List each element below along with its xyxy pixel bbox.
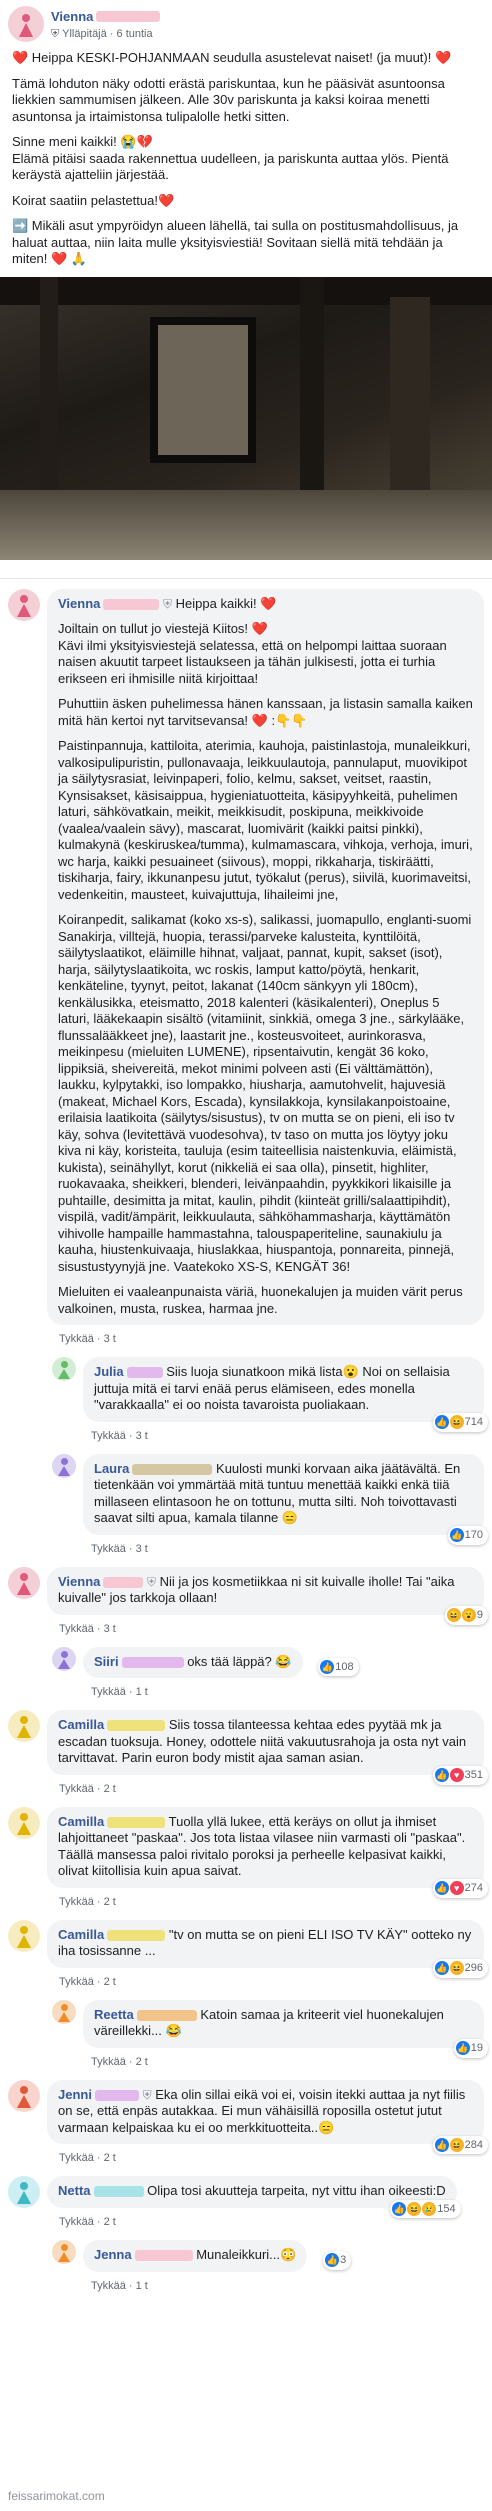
comment-bubble — [83, 2000, 484, 2054]
comment-author[interactable]: Laura — [94, 1460, 130, 1476]
comment-author[interactable]: Vienna — [58, 1573, 101, 1589]
comment-bubble — [83, 1357, 484, 1428]
comment-reply — [52, 2000, 484, 2054]
reaction-summary[interactable] — [390, 2200, 460, 2219]
comment-text: Mieluiten ei vaaleanpunaista väriä, huonekalujen ja muiden värit perus valkoinen, musta, ruskea, harmaa jne. — [58, 1284, 463, 1316]
reaction-count: 351 — [464, 1769, 483, 1781]
comment-bubble — [47, 2080, 484, 2151]
reaction-count: 154 — [437, 2202, 456, 2215]
comment-actions[interactable]: Tykkää · 2 t — [59, 2152, 116, 2164]
comment-bubble — [83, 1454, 484, 1541]
reaction-count: 284 — [464, 2138, 483, 2151]
comment-actions[interactable]: Tykkää · 1 t — [91, 1686, 148, 1698]
comment-actions[interactable]: Tykkää · 1 t — [91, 2279, 148, 2292]
reaction-count: 108 — [335, 1660, 354, 1673]
post-paragraph: Sinne meni kaikki! 😭💔 Elämä pitäisi saada rakennettua uudelleen, ja pariskunta auttaa ylös. Pientä keräystä ajatteliin järjestää. — [12, 134, 449, 182]
comment-bubble — [83, 1647, 354, 1679]
comment-bubble — [47, 1920, 484, 1974]
comment-author[interactable]: Jenni — [58, 2086, 92, 2102]
avatar[interactable] — [52, 1454, 76, 1478]
post-paragraph: Koirat saatiin pelastettua!❤️ — [12, 192, 175, 208]
comments-section — [0, 579, 492, 2292]
post-role: Ylläpitäjä — [62, 27, 107, 40]
admin-shield-icon: ⛨ — [163, 596, 173, 611]
love-icon: ♥ — [450, 1768, 464, 1782]
reaction-count: 714 — [464, 1416, 483, 1428]
comment-author[interactable]: Netta — [58, 2183, 91, 2198]
admin-shield-icon: ⛨ — [147, 1574, 157, 1589]
like-icon: 👍 — [436, 1963, 448, 1974]
comment-text: Katoin samaa ja kriteerit viel huonekalujen väreillekki... 😂 — [94, 2006, 444, 2038]
comment-reply — [52, 1357, 484, 1428]
comment-text: Nii ja jos kosmetiikkaa ni sit kuivalle iholle! Tai "aika kuivalle" jos tarkkoja ollaan! — [58, 1573, 455, 1605]
comment-actions[interactable]: Tykkää · 3 t — [59, 1622, 116, 1635]
reaction-summary[interactable] — [433, 1959, 488, 1978]
comment-text: Paistinpannuja, kattiloita, aterimia, kauhoja, paistinlastoja, munaleikkuri, valkosipulipuristin, pullonavaaja, leikkuulautoja, pannulaput, muovikipot ja säilytysrasiat, leivinpaperi, folio, kelmu, sakset, veitset, raastin, Kynsisakset, käsisaippua, hygieniatuotteita, käsipyyhkeitä, puhelimen laturi, sähkövatkain, meikit, meikkisudit, poskipuna, meikkivoide (vaalea/vaalein sävy), mascarat, luomivärit (kaikki paitsi pinkki), kulmakynä (keskiruskea/tumma), kulmamascara, vihkoja, verhoja, imuri, wc harja, kaikki pesuaineet (siivous), moppi, rikkaharja, tiskiräätti, tiskiharja, fairy, ikkunanpesu jutut, työkalut (perus), siivilä, kuorimaveitsi, vedenkeitin, mausteet, kuivajuttuja, lihaileimi jne, — [58, 738, 473, 902]
comment — [8, 1710, 484, 1781]
reaction-summary[interactable] — [454, 2039, 488, 2058]
comment-text: Siis luoja siunatkoon mikä lista😮 Noi on sellaisia juttuja mitä ei tarvi enää perus elämiseen, edes monella "varakkaalla" ei oo noista tavaroista puoliakaan. — [94, 1364, 450, 1412]
watermark: feissarimokat.com — [8, 2489, 105, 2503]
like-icon: 👍 — [436, 1883, 448, 1894]
reaction-count: 19 — [470, 2042, 483, 2054]
comment-text: Puhuttiin äsken puhelimessa hänen kanssaan, ja listasin samalla kaiken mitä hän kertoi nyt tarvitsevansa! ❤️ :👇👇 — [58, 696, 473, 728]
comment-actions[interactable]: Tykkää · 2 t — [59, 2216, 116, 2228]
comment-bubble — [47, 1710, 484, 1781]
comment-author[interactable]: Siiri — [94, 1653, 119, 1669]
comment-text: Olipa tosi akuutteja tarpeita, nyt vittu ihan oikeesti:D — [147, 2183, 446, 2198]
comment-author[interactable]: Julia — [94, 1364, 124, 1379]
comment-text: Heippa kaikki! ❤️ — [175, 595, 277, 611]
avatar[interactable] — [52, 1647, 76, 1671]
comment-reply — [52, 2240, 484, 2272]
like-icon: 👍 — [457, 2043, 469, 2054]
like-icon: 👍 — [436, 2139, 448, 2150]
like-icon: 👍 — [326, 2255, 338, 2266]
comment-author[interactable]: Vienna — [58, 595, 101, 611]
like-icon: 👍 — [321, 1661, 333, 1672]
comment-reply — [52, 1647, 484, 1679]
avatar[interactable] — [52, 2000, 76, 2024]
comment-author[interactable]: Jenna — [94, 2247, 132, 2262]
burned-room-photo[interactable] — [0, 277, 492, 560]
post-author[interactable]: Vienna — [51, 8, 94, 24]
comment — [8, 2080, 484, 2151]
comment-author[interactable]: Reetta — [94, 2006, 134, 2022]
admin-shield-icon: ⛨ — [51, 27, 60, 40]
reaction-summary[interactable] — [323, 2251, 351, 2270]
comment-bubble — [47, 589, 484, 1326]
reaction-count: 274 — [464, 1882, 483, 1894]
comment — [8, 589, 484, 1326]
comment-author[interactable]: Camilla — [58, 1717, 105, 1732]
avatar[interactable] — [52, 2240, 76, 2264]
comment — [8, 1920, 484, 1974]
comment-text: Munaleikkuri...😳 — [196, 2247, 297, 2262]
comment-text: Koiranpedit, salikamat (koko xs-s), salikassi, juomapullo, englanti-suomi Sanakirja, villtejä, huopia, terassi/parveke kalusteita, kynttilöitä, säilytyslaatikot, eläimille hihnat, valjaat, pannat, kupit, sakset (isot), harja, säilytyslaatikoita, wc roskis, lamput katto/pöytä, henkarit, kenkäteline, tyynyt, peitot, lakanat (140cm sänkyyn yli 180cm), kenkälusikka, eteismatto, 2018 kalenteri (käsikalenteri), Oneplus 5 laturi, lääkekaapin sisältö (vitamiinit, sinkkiä, omega 3 jne., särkylääke, flunssalääkkeet jne), laastarit jne., kosteusvoiteet, aurinkorasva, meikinpesu (mieluiten LUMENE), ripsentaivutin, kengät 36 koko, lippiksiä, sheivereitä, mekot minimi polveen asti (Ei välttämättön), laukku, kylpytakki, iso lompakko, hiusharja, aamutohvelit, hajuvesiä (makeat, Michael Kors, Escada), kynsilakkoja, kynsilakanpoistoaine, erilaisia laatikoita (säilytys/sisustus), tv on mutta se on pieni, eli iso tv käy, sohva (levitettävä vuodesohva), tv taso on mutta jos löytyy joku kiva ni käy, koristeita, tauluja (esim taiteellisia naistenkuvia, eläimistä, kukista), seinähyllyt, korut (nikkeliä ei saa olla), pinsetit, highliter, ruokavaaka, sheikkeri, blenderi, leivänpaahdin, pyykkikori likaisille ja puhtaille, desimitta ja mitat, kaulin, pihdit (kiinteät grilli/salaattipihdit), vispilä, vadit/ämpärit, leikkuulauta, sähköhammasharja, käyttämätön vihivolle hampaille hammastahna, talouspaperiteline, saunakiulu ja kauha, hiustenkuivaaja, hiuslakkaa, hiuspantoja, ponnareita, pinnejä, sisustustyynyjä jne. Vaatekoko XS-S, KENGÄT 36! — [58, 912, 472, 1274]
comment-text: oks tää läppä? 😂 — [187, 1653, 292, 1669]
haha-icon: 😆 — [451, 2139, 463, 2150]
reaction-summary[interactable] — [448, 1526, 488, 1545]
avatar[interactable] — [52, 1357, 76, 1381]
avatar[interactable] — [8, 2080, 40, 2112]
comment — [8, 2176, 484, 2215]
reaction-summary[interactable] — [433, 1879, 488, 1898]
reaction-count: 9 — [476, 1609, 483, 1621]
comment-text: Tuolla yllä lukee, että keräys on ollut ja ihmiset lahjoittaneet "paskaa". Jos tota listaa vilasee niin varmasti oli "paskaa". Täällä mansessa paloi rivitalo poroksi ja perheelle kelpasivat kaikki, olivat kiitollisia kuin apua saivat. — [58, 1813, 466, 1878]
comment — [8, 1567, 484, 1621]
haha-icon: 😆 — [408, 2203, 420, 2214]
comment-author[interactable]: Camilla — [58, 1926, 105, 1942]
comment-bubble — [83, 2240, 347, 2272]
post-time[interactable]: 6 tuntia — [116, 27, 153, 40]
haha-icon: 😆 — [451, 1417, 463, 1428]
comment-actions[interactable]: Tykkää · 2 t — [59, 1782, 116, 1795]
like-icon: 👍 — [436, 1417, 448, 1428]
post-body — [12, 50, 480, 268]
comment-bubble — [47, 2176, 457, 2215]
like-icon: 👍 — [393, 2203, 405, 2214]
comment-bubble — [47, 1567, 484, 1621]
comment — [8, 1807, 484, 1894]
comment-actions[interactable]: Tykkää · 2 t — [91, 2055, 148, 2068]
reaction-count: 3 — [340, 2254, 347, 2266]
comment-reply — [52, 1454, 484, 1541]
comment-actions[interactable]: Tykkää · 3 t — [91, 1429, 148, 1442]
sad-icon: 😢 — [423, 2203, 435, 2214]
comment-bubble — [47, 1807, 484, 1894]
comment-actions[interactable]: Tykkää · 3 t — [59, 1333, 116, 1345]
avatar[interactable] — [8, 1710, 40, 1742]
avatar[interactable] — [8, 1920, 40, 1952]
like-icon: 👍 — [451, 1530, 463, 1541]
comment-actions[interactable]: Tykkää · 2 t — [59, 1895, 116, 1908]
like-icon: 👍 — [436, 1770, 448, 1781]
admin-shield-icon: ⛨ — [142, 2087, 152, 2102]
post: Vienna ⛨ Ylläpitäjä · 6 tuntia ❤️ Heippa KESKI-POHJANMAAN seudulla asustelevat naiset! (ja muut)! ❤️ Tämä lohduton näky odotti erästä pariskuntaa, kun he pääsivät asuntoonsa liekkien sammumisen jälkeen. Alle 30v pariskunta ja kaksi koiraa menetti asuntonsa ja irtaimistonsa tulipalolle hetki sitten. Sinne meni kaikki! 😭💔 Elämä pitäisi saada rakennettua uudelleen, ja pariskunta auttaa ylös. Pientä keräystä ajatteliin järjestää. Koirat saatiin pelastettua!❤️ ➡️ Mikäli asut ympyröidyn alueen lähellä, tai sulla on postitusmahdollisuus, ja haluat auttaa, niin laita mulle yksityisviestiä! Sovitaan siellä mitä tehdään ja miten! ❤️ 🙏 — [0, 0, 492, 268]
haha-icon: 😆 — [448, 1610, 460, 1621]
avatar[interactable] — [8, 1807, 40, 1839]
haha-icon: 😆 — [451, 1963, 463, 1974]
reaction-count: 296 — [464, 1962, 483, 1974]
avatar[interactable] — [8, 589, 40, 621]
post-paragraph: ❤️ Heippa KESKI-POHJANMAAN seudulla asustelevat naiset! (ja muut)! ❤️ — [12, 50, 452, 65]
reaction-count: 170 — [464, 1529, 483, 1541]
love-icon: ♥ — [450, 1881, 464, 1895]
avatar[interactable] — [8, 1567, 40, 1599]
avatar[interactable] — [8, 2176, 40, 2208]
reaction-summary[interactable] — [433, 2136, 488, 2155]
comment-actions[interactable]: Tykkää · 3 t — [91, 1542, 148, 1555]
post-paragraph: Tämä lohduton näky odotti erästä pariskuntaa, kun he pääsivät asuntoonsa liekkien sammumisen jälkeen. Alle 30v pariskunta ja kaksi koiraa menetti asuntonsa ja irtaimistonsa tulipalolle hetki sitten. — [12, 75, 445, 124]
comment-text: Siis tossa tilanteessa kehtaa edes pyytää mk ja escadan tuoksuja. Honey, odottele niitä vakuutusrahoja ja osta nyt vain tarvittavat. Parin euron body mistit ajaa saman asian. — [58, 1717, 467, 1765]
comment-text: Joiltain on tullut jo viestejä Kiitos! ❤️ Kävi ilmi yksityisviestejä selatessa, että on helpompi laittaa suoraan naisen akuutit tarpeet listaukseen ja tähän julkisesti, jotta ei turhia erikseen eri ihmisille niitä kirjoittaa! — [58, 621, 447, 686]
reaction-summary[interactable] — [445, 1606, 488, 1625]
post-paragraph: ➡️ Mikäli asut ympyröidyn alueen lähellä, tai sulla on postitusmahdollisuus, ja haluat auttaa, niin laita mulle yksityisviestiä! Sovitaan siellä mitä tehdään ja miten! ❤️ 🙏 — [12, 218, 459, 266]
comment-text: Kuulosti munki korvaan aika jäätävältä. En tietenkään voi ymmärtää mitä tuntuu menettää kaikki enkä tiiä millaseen elintasoon he on tottunu, mutta silti. Noh toivottavasti saavat silti apua, kamala tilanne 😑 — [94, 1460, 461, 1525]
comment-text: Eka olin sillai eikä voi ei, voisin itekki auttaa ja nyt fiilis on se, että enpäs autakkaa. Ei mun vähäisillä roposilla ostetut jutut varmaan kelpaiskaa ku ei oo merkkituotteita..😑 — [58, 2086, 466, 2135]
reaction-summary[interactable] — [433, 1766, 488, 1785]
comment-author[interactable]: Camilla — [58, 1813, 105, 1829]
comment-actions[interactable]: Tykkää · 2 t — [59, 1975, 116, 1988]
reaction-summary[interactable] — [433, 1413, 488, 1432]
avatar[interactable] — [8, 6, 44, 42]
reaction-summary[interactable] — [318, 1658, 358, 1677]
comment-text: "tv on mutta se on pieni ELI ISO TV KÄY" ootteko ny iha tosissanne ... — [58, 1926, 472, 1958]
wow-icon: 😮 — [463, 1610, 475, 1621]
